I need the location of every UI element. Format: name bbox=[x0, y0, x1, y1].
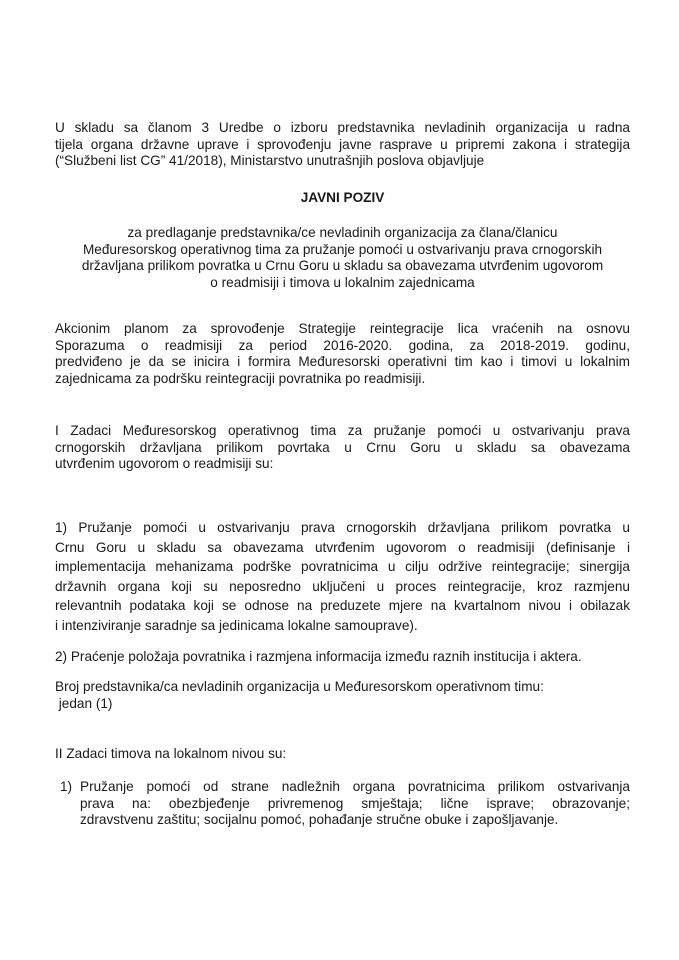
text-line: 1) Pružanje pomoći u ostvarivanju prava crnogorskih državljana prilikom povratka u bbox=[55, 520, 630, 535]
text-line: zajednicama za podršku reintegraciji povratnika po readmisiji. bbox=[55, 370, 426, 386]
text-line: 2) Praćenje položaja povratnika i razmjena informacija između raznih institucija i aktera. bbox=[55, 649, 582, 664]
text-line: Pružanje pomoći od strane nadležnih organa povratnicima prilikom ostvarivanja bbox=[80, 779, 630, 794]
text-line: državljana prilikom povratka u Crnu Goru u skladu sa obavezama utvrđenim ugovorom bbox=[81, 258, 604, 274]
text-line: predviđeno je da se inicira i formira Međuresorski operativni tim kao i timovi u lokalnim bbox=[55, 354, 630, 370]
intro-paragraph bbox=[55, 120, 630, 170]
representatives-count bbox=[55, 679, 630, 712]
text-line: Međuresorskog operativnog tima za pružanje pomoći u ostvarivanju prava crnogorskih bbox=[82, 241, 603, 257]
document-title bbox=[55, 190, 630, 207]
section1-heading bbox=[55, 423, 630, 473]
section1-item-2 bbox=[55, 649, 630, 666]
text-line: za predlaganje predstavnika/ce nevladinih organizacija za člana/članicu bbox=[127, 225, 558, 240]
text-line: Crnu Goru u skladu sa obavezama utvrđenim ugovorom o readmisiji (definisanje i bbox=[55, 539, 630, 555]
text-line: I Zadaci Međuresorskog operativnog tima za pružanje pomoći u ostvarivanju prava bbox=[55, 423, 630, 438]
action-plan-paragraph bbox=[55, 321, 630, 387]
text-line: utvrđenim ugovorom o readmisiji su: bbox=[55, 456, 274, 472]
section2-heading bbox=[55, 746, 630, 763]
text-line: (“Službeni list CG” 41/2018), Ministarstvo unutrašnjih poslova objavljuje bbox=[55, 153, 485, 169]
text-line: U skladu sa članom 3 Uredbe o izboru predstavnika nevladinih organizacija u radna bbox=[55, 120, 630, 135]
text-line: i intenziviranje saradnje sa jedinicama lokalne samouprave). bbox=[55, 617, 418, 633]
list-number: 1) bbox=[60, 779, 73, 794]
text-line: II Zadaci timova na lokalnom nivou su: bbox=[55, 746, 287, 761]
text-line: Akcionim planom za sprovođenje Strategije reintegracije lica vraćenih na osnovu bbox=[55, 321, 630, 336]
text-line: implementacija mehanizama podrške povratnicima u cilju održive reintegracije; sinergija bbox=[55, 559, 630, 575]
text-line: prava na: obezbjeđenje privremenog smještaja; lične isprave; obrazovanje; bbox=[80, 795, 630, 811]
text-line: Sporazuma o readmisiji za period 2016-2020. godina, za 2018-2019. godinu, bbox=[55, 337, 630, 353]
section2-item-1 bbox=[80, 779, 630, 829]
text-line: relevantnih podataka koji se odnose na preduzete mjere na kvartalnom nivou i obilazak bbox=[55, 598, 630, 614]
text-line: tijela organa državne uprave i sprovođenju javne rasprave u pripremi zakona i strategija bbox=[55, 136, 630, 152]
text-line: zdravstvenu zaštitu; socijalnu pomoć, pohađanje stručne obuke i zapošljavanje. bbox=[80, 812, 559, 828]
text-line: jedan (1) bbox=[55, 695, 113, 711]
section1-item-1 bbox=[55, 518, 630, 636]
text-line: o readmisiji i timova u lokalnim zajednicama bbox=[210, 274, 475, 290]
document-subtitle bbox=[55, 225, 630, 291]
title-text: JAVNI POZIV bbox=[300, 190, 385, 205]
text-line: crnogorskih državljana prilikom povrtaka u Crnu Goru u skladu sa obavezama bbox=[55, 439, 630, 455]
text-line: državnih organa koji su neposredno uključeni u proces reintegracije, kroz razmjenu bbox=[55, 578, 630, 594]
text-line: Broj predstavnika/ca nevladinih organizacija u Međuresorskom operativnom timu: bbox=[55, 679, 544, 694]
